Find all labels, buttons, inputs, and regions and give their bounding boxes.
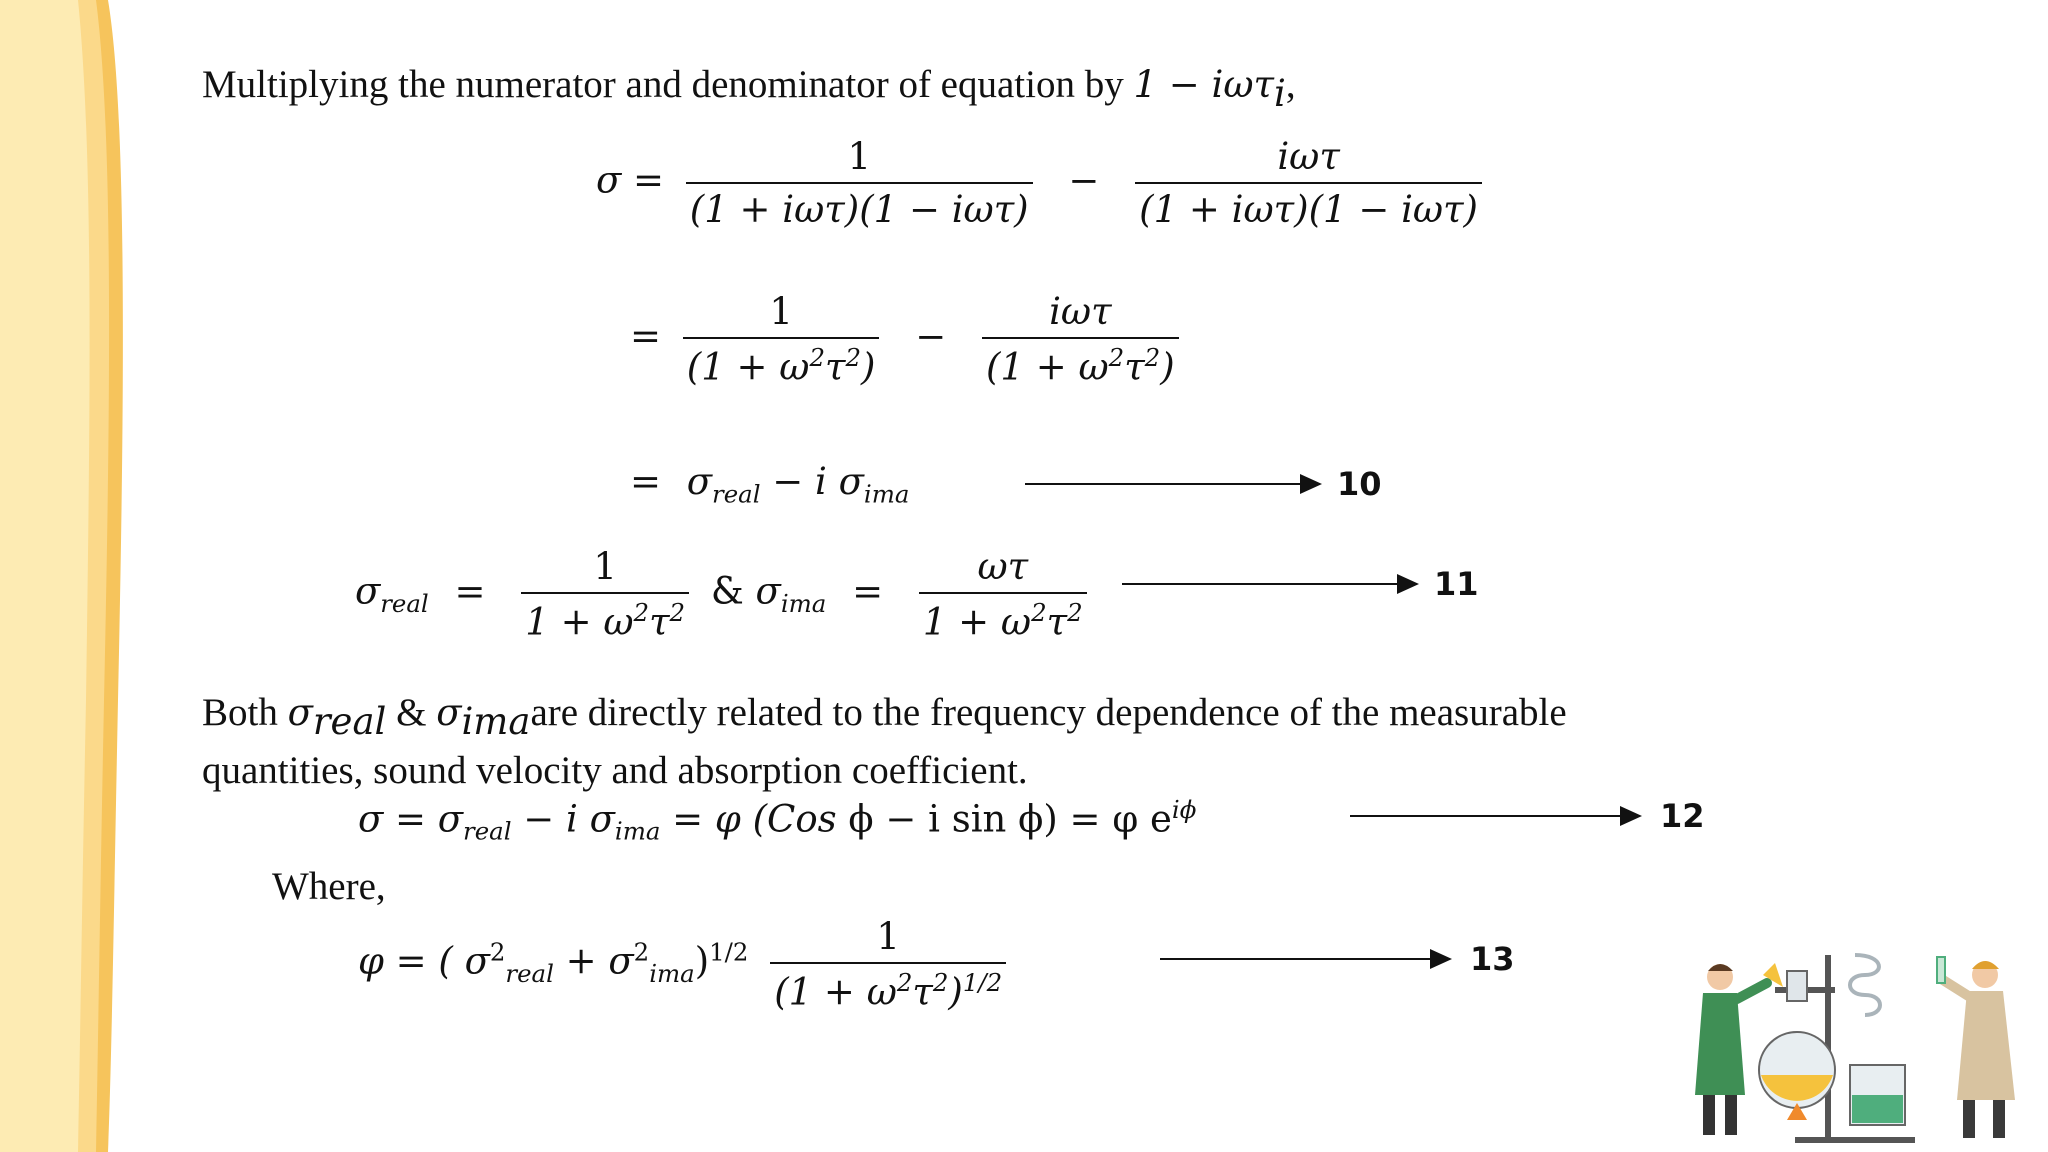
eq3-sigma: σ xyxy=(686,460,713,503)
intro-tail: , xyxy=(1285,63,1296,106)
where-label: Where, xyxy=(272,865,386,908)
eq1-numerator-2: iωτ xyxy=(1277,135,1340,178)
paragraph-line-1: Both $\sigma_{real}$ & $\sigma_{ima}are$ directly related to the frequency dependence of the measurable xyxy=(202,691,1567,743)
equation-2 xyxy=(630,290,1189,388)
eq1-denominator-2: (1 + iωτ)(1 − iωτ) xyxy=(1135,182,1482,231)
eq4-numerator-1: 1 xyxy=(593,545,617,588)
eq2-fraction-1 xyxy=(683,290,880,388)
intro-factor-sub: i xyxy=(1274,71,1286,115)
equation-1 xyxy=(596,135,1492,231)
eq3-lhs: = xyxy=(630,460,662,503)
eq1-fraction-1 xyxy=(686,135,1033,231)
eq1-numerator-1: 1 xyxy=(847,135,871,178)
eq4-equals-2: = xyxy=(852,569,884,613)
equation-number-11: 11 xyxy=(1434,565,1479,603)
scientist-right-icon xyxy=(1937,957,2015,1138)
eq4-equals-1: = xyxy=(454,569,486,613)
equation-3 xyxy=(630,460,909,508)
eq4-sigma-ima: σ xyxy=(755,569,781,613)
paragraph-line-2: quantities, sound velocity and absorption coefficient. xyxy=(202,748,1028,792)
eq4-fraction-2 xyxy=(919,545,1087,643)
equation-number-13: 13 xyxy=(1470,940,1515,978)
eq1-minus: − xyxy=(1068,158,1100,202)
eq1-denominator-1: (1 + iωτ)(1 − iωτ) xyxy=(686,182,1033,231)
eq2-denominator-2: $(1 + \omega^2\tau^2)$ xyxy=(982,337,1179,388)
eq3-sub-real: real xyxy=(712,479,761,509)
arrow-11 xyxy=(1122,583,1417,585)
equation-number-10: 10 xyxy=(1337,465,1382,503)
eq6-fraction xyxy=(770,915,1006,1013)
eq4-fraction-1 xyxy=(521,545,689,643)
equation-6: φ = ( $\sigma^2_{real} + \sigma^2_{ima})^{1/2}$ $\frac{1}{(1 + \omega^2\tau^2)^{1/2}}$ xyxy=(358,915,1016,1013)
eq3-mid: − i σ xyxy=(760,460,864,503)
eq3-sub-ima: ima xyxy=(863,479,910,509)
eq2-numerator-1: 1 xyxy=(769,290,793,333)
eq6-denominator: $(1 + \omega^2\tau^2)^{1/2}$ xyxy=(770,962,1006,1013)
eq4-sub-real: real xyxy=(380,589,429,619)
eq4-ampersand: & xyxy=(710,569,744,613)
eq4-numerator-2: ωτ xyxy=(977,545,1029,588)
eq4-sigma-real: σ xyxy=(355,569,381,613)
equation-5: $\sigma = \sigma_{real} - i$ $\sigma_{ima} = \varphi$ (Cos ϕ − i sin ϕ) = φ $e^{i\phi}$ xyxy=(358,795,1197,846)
eq2-denominator-1: $(1 + \omega^2\tau^2)$ xyxy=(683,337,880,388)
eq1-lhs: σ = xyxy=(596,158,665,202)
eq1-fraction-2 xyxy=(1135,135,1482,231)
eq2-numerator-2: iωτ xyxy=(1049,290,1112,333)
intro-text: Multiplying the numerator and denominator of equation by xyxy=(202,63,1134,106)
arrow-13 xyxy=(1160,958,1450,960)
equation-number-12: 12 xyxy=(1660,797,1705,835)
eq4-denominator-1: $1 + \omega^2\tau^2$ xyxy=(521,592,689,643)
eq2-lhs: = xyxy=(630,314,662,358)
arrow-10 xyxy=(1025,483,1320,485)
eq4-denominator-2: $1 + \omega^2\tau^2$ xyxy=(919,592,1087,643)
intro-line xyxy=(202,60,1296,118)
eq4-sub-ima: ima xyxy=(780,589,827,619)
eq6-numerator: 1 xyxy=(876,915,900,958)
explanation-paragraph xyxy=(202,688,1567,797)
eq2-minus: − xyxy=(915,314,947,358)
scientists-lab-illustration xyxy=(1675,935,2035,1145)
intro-factor: 1 − iωτ xyxy=(1133,63,1275,106)
arrow-12 xyxy=(1350,815,1640,817)
decorative-left-band xyxy=(0,0,140,1152)
eq2-fraction-2 xyxy=(982,290,1179,388)
equation-4 xyxy=(355,545,1097,643)
lab-apparatus-icon xyxy=(1759,955,1915,1143)
